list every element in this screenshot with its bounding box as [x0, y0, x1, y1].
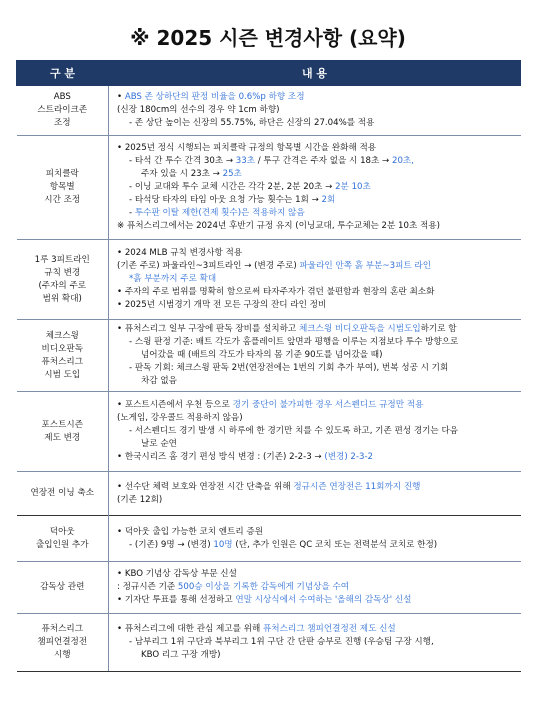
bullet: • — [117, 595, 125, 605]
line-text: 이닝 교대와 투수 교체 시간은 각각 2분, 2분 20초 → — [134, 182, 336, 192]
line-text: 정규시즌 연장전은 11회까지 진행 — [293, 481, 421, 492]
content-line — [117, 104, 515, 117]
line-text: 기자단 투표를 통해 선정하고 — [124, 595, 236, 605]
row-content — [109, 136, 521, 240]
content-line — [117, 181, 515, 194]
table-row — [17, 240, 521, 320]
row-content — [109, 392, 521, 472]
line-text: (기존 주로) 파울라인~3피트라인 → (변경 주로) — [117, 261, 300, 271]
table-row — [17, 86, 521, 136]
category-line: 포스트시즌 — [41, 419, 83, 430]
line-text: 경기 중단이 불가피한 경우 서스펜디드 규정만 적용 — [232, 400, 424, 410]
line-text: 넘어갔을 때 (배트의 각도가 타자의 몸 기준 90도를 넘어갔을 때) — [141, 350, 383, 360]
line-text: 차감 없음 — [141, 376, 177, 386]
line-text: (단, 추가 인원은 QC 코치 또는 전력분석 코치로 한정) — [232, 539, 438, 550]
content-line — [117, 649, 515, 662]
line-text: / 투구 간격은 주자 없을 시 18초 → — [255, 156, 392, 166]
bullet: • — [117, 324, 125, 334]
header-content: 내 용 — [109, 61, 521, 86]
bullet: • — [117, 481, 125, 492]
content-line — [117, 362, 515, 375]
bullet: • — [117, 624, 125, 634]
line-text: 체크스윙 비디오판독을 시범도입 — [298, 324, 421, 334]
row-content — [109, 320, 521, 392]
line-text: 서스펜디드 경기 발생 시 하루에 한 경기만 치를 수 있도록 하고, 기존 편성 경기는 다음 — [134, 426, 459, 436]
line-text: 2분 10초 — [335, 182, 371, 192]
category-line: 피치클락 — [45, 169, 79, 179]
line-text: 스윙 판정 기준: 배트 각도가 홈플레이트 앞면과 평행을 이루는 지점보다 투수 방향으로 — [134, 337, 459, 347]
content-line — [117, 568, 515, 581]
line-text: 한국시리즈 홈 경기 편성 방식 변경 : (기존) 2-2-3 → — [124, 452, 325, 462]
table-row — [17, 614, 521, 672]
row-content — [109, 86, 521, 136]
row-category — [17, 614, 109, 672]
line-text: KBO 리그 구장 개방) — [141, 650, 221, 660]
line-text: 포스트시즌에서 우천 등으로 — [124, 400, 233, 410]
category-line: 시간 조정 — [44, 195, 81, 205]
bullet: • — [117, 452, 125, 462]
line-text: ABS 존 상하단의 판정 비율을 0.6%p 하향 조정 — [124, 92, 305, 102]
line-text: 남부리그 1위 구단과 북부리그 1위 구단 간 단판 승부로 진행 (우승팀 구장 시행, — [134, 637, 434, 647]
line-text: 주자의 주로 범위를 명확히 함으로써 타자주자가 겪던 불편함과 현장의 혼란 최소화 — [124, 287, 435, 297]
category-line: 연장전 이닝 축소 — [30, 488, 95, 498]
row-category — [17, 472, 109, 516]
category-line: 스트라이크존 — [37, 105, 88, 115]
bullet: - — [129, 195, 135, 205]
bullet: • — [117, 526, 125, 537]
content-line — [117, 399, 515, 412]
bullet: • — [117, 287, 125, 297]
bullet: - — [129, 182, 135, 192]
content-line — [117, 481, 515, 494]
row-category — [17, 320, 109, 392]
content-line — [117, 451, 515, 464]
category-line: (주자의 주로 — [38, 280, 87, 291]
line-text: *흙 부분까지 주로 확대 — [129, 274, 217, 284]
content-line — [117, 526, 515, 539]
line-text: 투수판 이탈 제한(견제 횟수)은 적용하지 않음 — [134, 208, 305, 218]
content-line — [117, 623, 515, 636]
category-line: 퓨처스리그 — [41, 624, 83, 634]
line-text: (기존) 9명 → (변경) — [134, 539, 214, 550]
line-text: 판독 기회: 체크스윙 판독 2번(연장전에는 1번의 기회 추가 부여), 번복 성공 시 기회 — [134, 363, 449, 373]
content-line — [117, 412, 515, 425]
content-line — [117, 425, 515, 438]
row-category — [17, 562, 109, 614]
content-line — [117, 594, 515, 607]
bullet: • — [117, 248, 125, 258]
line-text: 2025년 정식 시행되는 피치클락 규정의 항목별 시간을 완화해 적용 — [124, 143, 377, 153]
category-line: 출입인원 추가 — [35, 539, 89, 550]
row-content — [109, 562, 521, 614]
line-text: (기존 12회) — [117, 494, 163, 505]
content-line — [117, 636, 515, 649]
category-line: 시행 — [53, 650, 71, 660]
table-row — [17, 392, 521, 472]
bullet: • — [117, 92, 125, 102]
row-content — [109, 472, 521, 516]
line-text: 하기로 함 — [420, 324, 457, 334]
line-text: 연말 시상식에서 수여하는 '올해의 감독상' 신설 — [235, 595, 412, 605]
line-text: 퓨처스리그 챔피언결정전 제도 신설 — [263, 624, 396, 634]
line-text: 날로 순연 — [141, 439, 177, 449]
page-title: ※ 2025 시즌 변경사항 (요약) — [130, 26, 406, 50]
line-text: 선수단 체력 보호와 연장전 시간 단축을 위해 — [124, 481, 294, 492]
bullet: • — [117, 143, 125, 153]
category-line: 비디오판독 — [41, 343, 83, 354]
content-line — [117, 207, 515, 220]
content-line — [117, 91, 515, 104]
content-line — [117, 155, 515, 168]
line-text: KBO 기념상 감독상 부문 신설 — [124, 569, 237, 579]
row-category — [17, 392, 109, 472]
category-line: 감독상 관련 — [40, 582, 85, 592]
line-text: 주자 있을 시 23초 → — [141, 169, 223, 179]
line-text: 25초 — [222, 169, 242, 179]
table-row — [17, 516, 521, 562]
line-text: 덕아웃 출입 가능한 코치 엔트리 증원 — [124, 526, 263, 537]
content-line — [117, 539, 515, 552]
line-text: 10명 — [213, 539, 233, 550]
table-row — [17, 320, 521, 392]
category-line: 범위 확대) — [42, 293, 82, 304]
bullet: - — [129, 363, 135, 373]
content-line — [117, 273, 515, 286]
category-line: 항목별 — [49, 182, 75, 192]
content-line — [117, 336, 515, 349]
line-text: 퓨처스리그 일부 구장에 판독 장비를 설치하고 — [124, 324, 299, 334]
table-row — [17, 136, 521, 240]
row-category — [17, 86, 109, 136]
category-line: 조정 — [53, 118, 71, 128]
bullet: • — [117, 400, 125, 410]
category-line: ABS — [53, 92, 71, 102]
header-category: 구 분 — [17, 61, 109, 86]
line-text: 타석당 타자의 타임 아웃 요청 가능 횟수는 1회 → — [134, 195, 322, 205]
content-line — [117, 349, 515, 362]
content-line — [117, 299, 515, 312]
row-content — [109, 516, 521, 562]
category-line: 규칙 변경 — [44, 267, 81, 278]
content-line — [117, 286, 515, 299]
line-text: 33초 — [235, 156, 256, 166]
category-line: 1루 3피트라인 — [34, 254, 90, 265]
line-text: 2025년 시범경기 개막 전 모든 구장의 잔디 라인 정비 — [124, 300, 327, 310]
table-row — [17, 562, 521, 614]
line-text: 2024 MLB 규칙 변경사항 적용 — [124, 248, 243, 258]
category-line: 퓨처스리그 — [41, 356, 83, 367]
category-line: 챔피언결정전 — [37, 637, 88, 647]
line-text: 타석 간 투수 간격 30초 → — [134, 156, 236, 166]
bullet: • — [117, 300, 125, 310]
line-text: (노게임, 강우콜드 적용하지 않음) — [117, 413, 243, 423]
content-line — [117, 375, 515, 388]
content-line — [117, 194, 515, 207]
bullet: - — [129, 426, 135, 436]
row-category — [17, 136, 109, 240]
line-text: : 정규시즌 기준 — [117, 582, 178, 592]
line-text: 파울라인 안쪽 흙 부분~3피트 라인 — [299, 261, 432, 271]
content-line — [117, 220, 515, 233]
content-line — [117, 438, 515, 451]
line-text: 존 상단 높이는 신장의 55.75%, 하단은 신장의 27.04%를 적용 — [134, 118, 375, 128]
bullet: - — [129, 118, 135, 128]
row-content — [109, 240, 521, 320]
content-line — [117, 260, 515, 273]
line-text: (신장 180cm의 선수의 경우 약 1cm 하향) — [117, 105, 280, 115]
content-line — [117, 581, 515, 594]
content-line — [117, 247, 515, 260]
row-category — [17, 516, 109, 562]
content-line — [117, 494, 515, 507]
bullet: - — [129, 156, 135, 166]
category-line: 시범 도입 — [44, 369, 81, 380]
changes-table — [16, 60, 521, 672]
line-text: 퓨처스리그에 대한 관심 제고를 위해 — [124, 624, 263, 634]
bullet: • — [117, 569, 125, 579]
content-line — [117, 117, 515, 130]
bullet: - — [129, 208, 135, 218]
content-line — [117, 168, 515, 181]
line-text: 퓨처스리그에서는 2024년 후반기 규정 유지 (이닝교대, 투수교체는 2분 10초 적용) — [126, 221, 440, 231]
category-line: 제도 변경 — [44, 432, 81, 443]
bullet: - — [129, 337, 135, 347]
line-text: 20초, — [391, 156, 414, 166]
row-content — [109, 614, 521, 672]
table-header — [17, 61, 521, 86]
bullet: - — [129, 637, 135, 647]
category-line: 덕아웃 — [49, 526, 75, 537]
line-text: (변경) 2-3-2 — [324, 452, 374, 462]
line-text: 500승 이상을 기록한 감독에게 기념상을 수여 — [177, 582, 350, 592]
bullet: - — [129, 539, 135, 550]
content-line — [117, 323, 515, 336]
line-text: 2회 — [321, 195, 336, 205]
table-row — [17, 472, 521, 516]
content-line — [117, 142, 515, 155]
row-category — [17, 240, 109, 320]
bullet: ※ — [117, 221, 127, 231]
category-line: 체크스윙 — [45, 330, 79, 341]
